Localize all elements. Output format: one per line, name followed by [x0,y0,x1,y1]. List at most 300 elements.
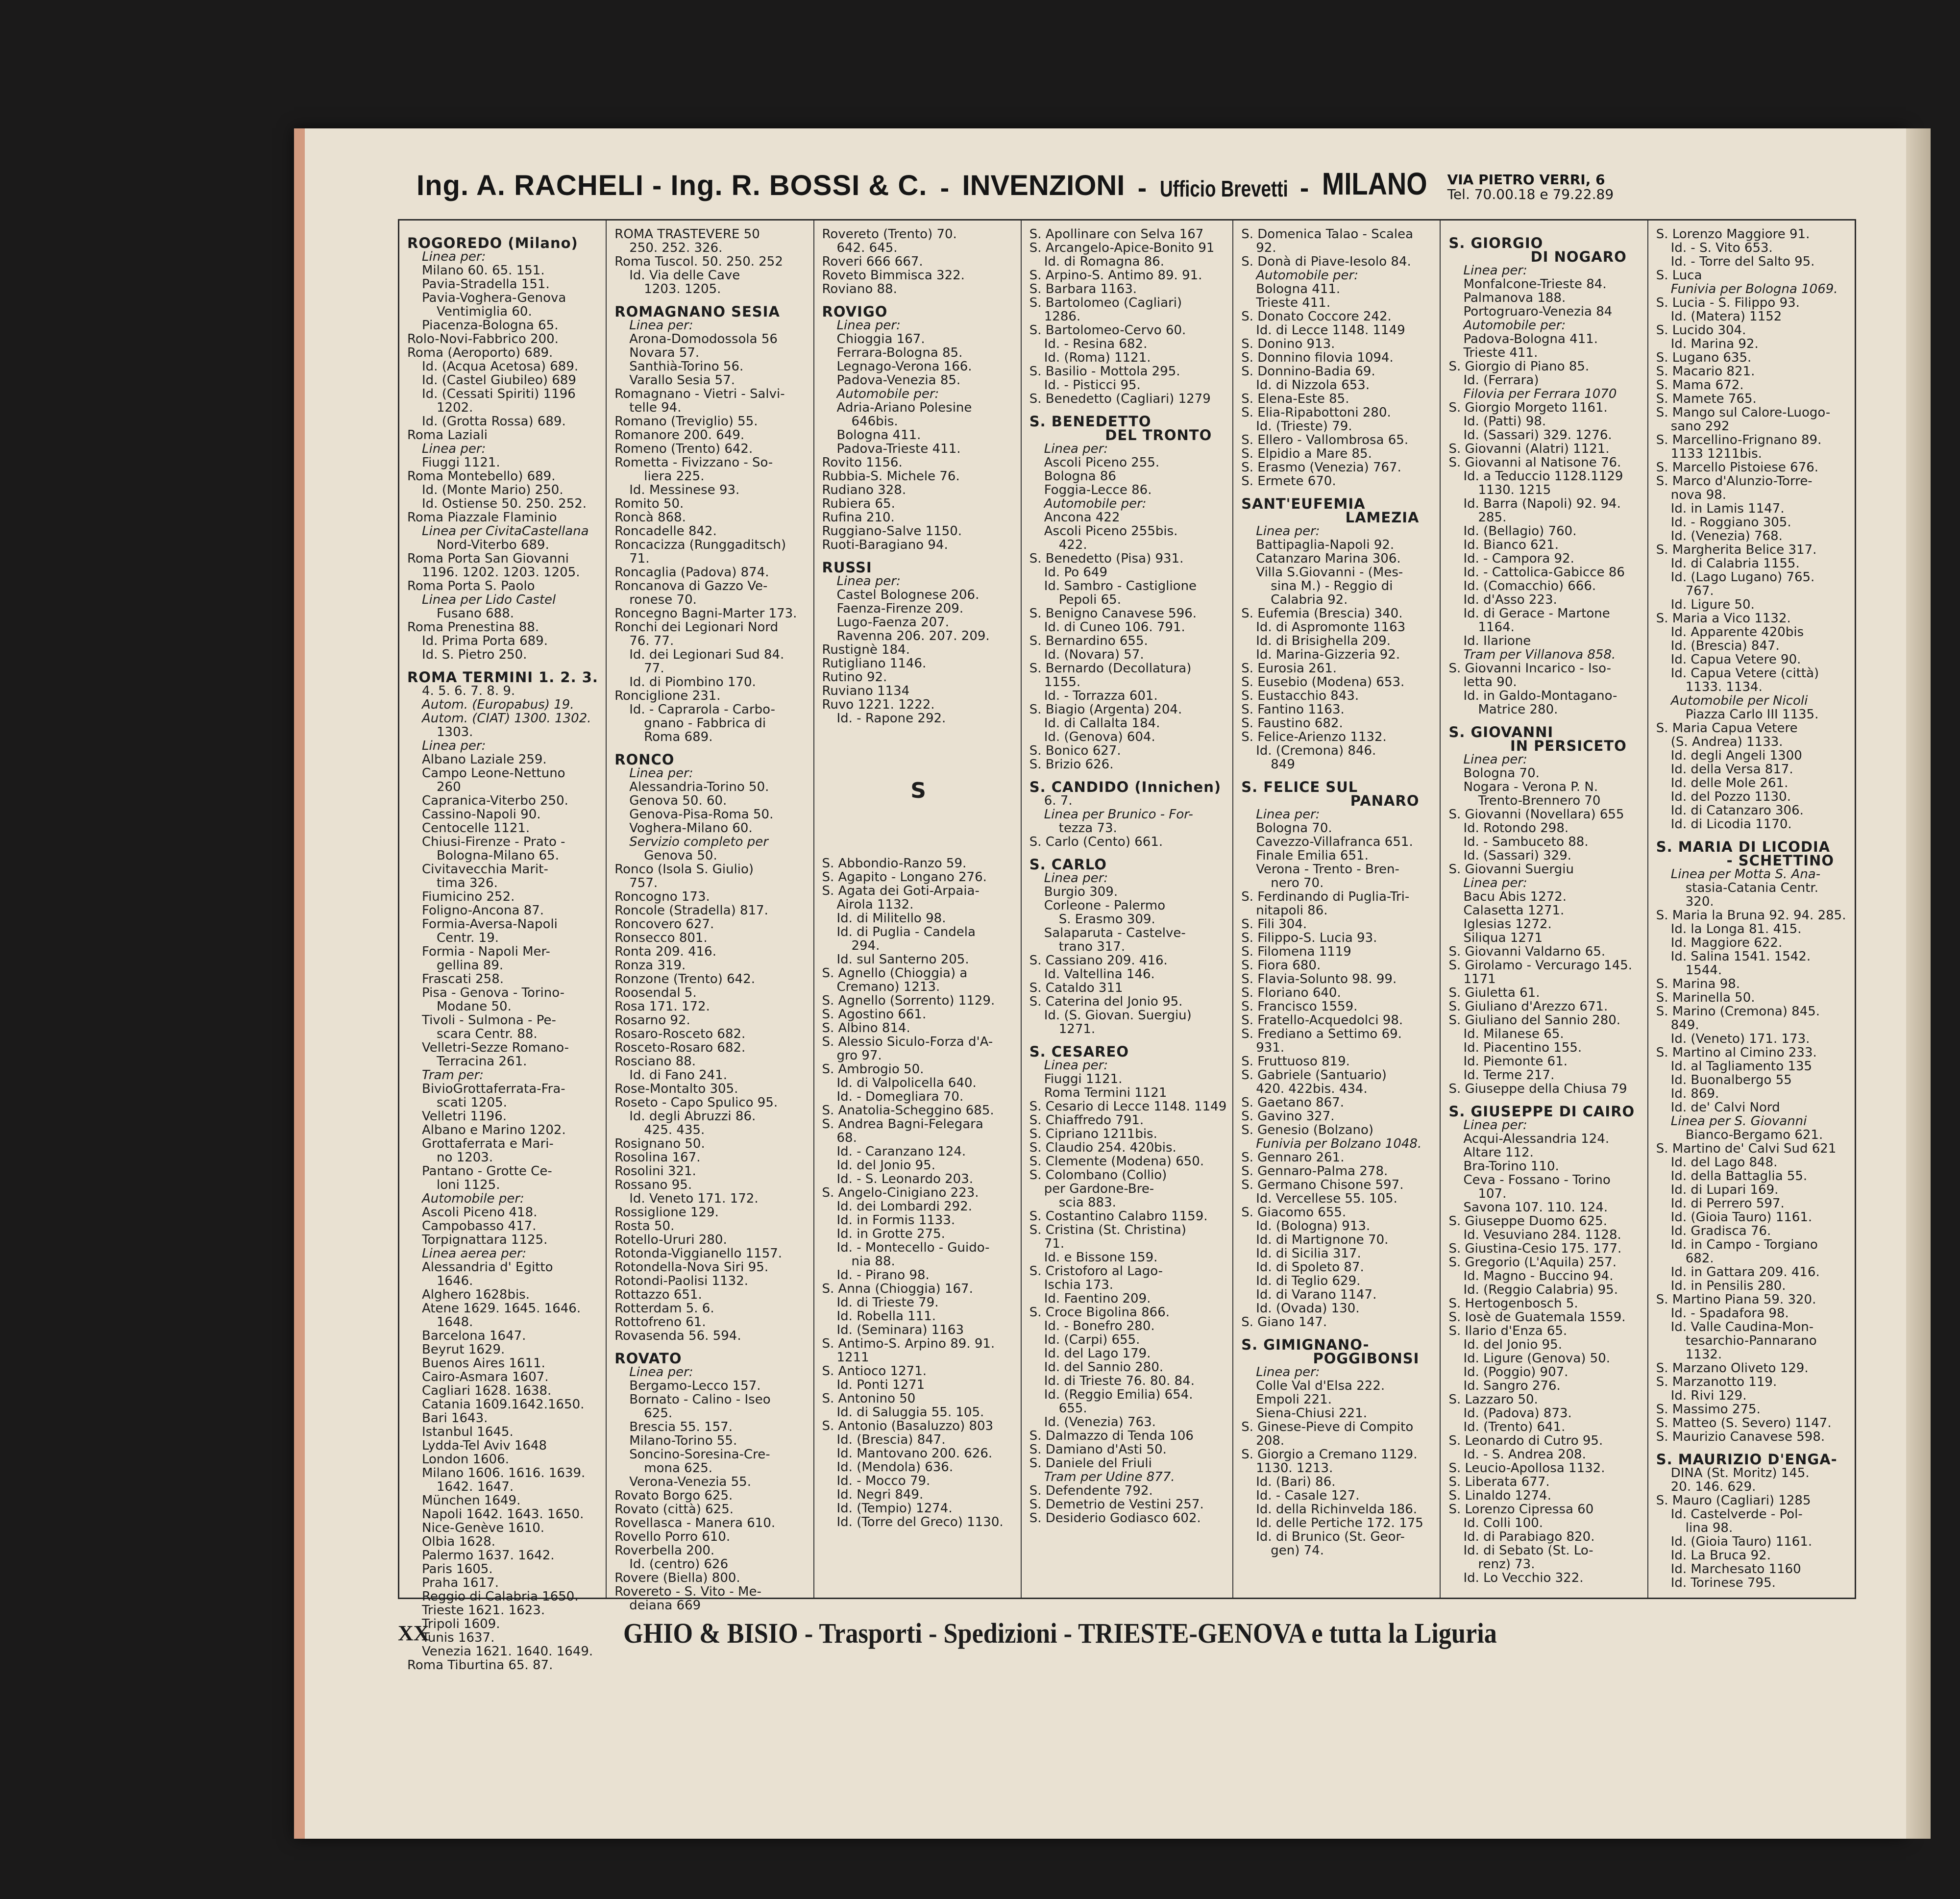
index-entry: Bologna 86 [1044,469,1116,484]
index-entry: Linea per: [1044,871,1108,886]
index-entry: Id. di Brisighella 209. [1256,634,1391,648]
index-entry: S. Marcello Pistoiese 676. [1656,460,1819,475]
index-entry: S. Anatolia-Scheggino 685. [822,1103,994,1118]
index-entry: 1202. [437,400,473,415]
index-entry: Id. Colli 100. [1463,1516,1544,1530]
index-entry: Padova-Trieste 411. [836,442,961,456]
index-entry: Fiumicino 252. [422,889,515,904]
index-entry: Rovellasca - Manera 610. [614,1516,776,1530]
index-entry: Linea per Motta S. Ana- [1670,867,1821,882]
index-entry: Id. dei Legionari Sud 84. [629,647,784,662]
index-entry: Id. Ponti 1271 [836,1378,925,1392]
index-entry: 20. 146. 629. [1670,1480,1756,1494]
index-entry: Beyrut 1629. [422,1342,505,1357]
index-entry: Id. di Teglio 629. [1256,1274,1361,1288]
index-entry: Id. Marchesato 1160 [1670,1562,1801,1577]
index-entry: Id. La Bruca 92. [1670,1548,1771,1563]
index-entry: Linea per: [422,442,486,456]
index-entry: S. Giuliano del Sannio 280. [1448,1013,1621,1028]
index-entry: S. Defendente 792. [1029,1483,1153,1498]
index-entry: S. Dalmazzo di Tenda 106 [1029,1429,1194,1443]
index-entry: Id. delle Mole 261. [1670,776,1788,790]
index-entry: Rometta - Fivizzano - So- [614,455,773,470]
index-entry: 1203. 1205. [644,282,721,296]
index-entry: Iglesias 1272. [1463,917,1552,932]
index-entry: tesarchio-Pannarano [1685,1333,1817,1348]
index-entry: S. Fruttuoso 819. [1241,1054,1350,1069]
index-entry: Roveri 666 667. [822,254,923,269]
index-entry: Piazza Carlo III 1135. [1685,707,1819,722]
index-entry: Rosa 171. 172. [614,999,710,1014]
index-entry: S. Agapito - Longano 276. [822,870,987,885]
index-entry: no 1203. [437,1150,493,1165]
index-entry: 655. [1058,1401,1087,1416]
index-entry: Id. - Caprarola - Carbo- [629,702,775,717]
index-entry: Velletri-Sezze Romano- [422,1040,569,1055]
index-entry: S. Marinella 50. [1656,990,1755,1005]
index-entry: S. Basilio - Mottola 295. [1029,364,1180,379]
index-entry: S. Donnino-Badia 69. [1241,364,1375,379]
index-column [1233,221,1441,1598]
index-entry: S. Daniele del Friuli [1029,1456,1152,1471]
index-entry: Id. di Spoleto 87. [1256,1260,1364,1275]
index-entry: Milano-Torino 55. [629,1433,737,1448]
index-entry: Id. Marina-Gizzeria 92. [1256,647,1400,662]
index-entry: Siena-Chiusi 221. [1256,1406,1368,1421]
section-heading: LAMEZIA [1345,509,1420,526]
index-entry: Frascati 258. [422,972,504,986]
index-entry: Bologna 411. [836,428,921,443]
index-entry: Roncaglia (Padova) 874. [614,565,769,580]
index-entry: 1642. 1647. [437,1480,514,1494]
index-entry: Calasetta 1271. [1463,903,1565,918]
index-entry: Rotondi-Paolisi 1132. [614,1274,749,1288]
index-entry: Romano (Treviglio) 55. [614,414,758,429]
index-entry: Padova-Venezia 85. [836,373,961,388]
index-entry: Rovato (città) 625. [614,1502,734,1517]
index-entry: S. Giano 147. [1241,1315,1327,1330]
index-entry: Nogara - Verona P. N. [1463,780,1598,794]
index-entry: S. Girolamo - Vercurago 145. [1448,958,1633,973]
index-entry: S. Leucio-Apollosa 1132. [1448,1461,1605,1476]
index-entry: Padova-Bologna 411. [1463,332,1598,346]
index-entry: Lugo-Faenza 207. [836,615,949,630]
index-entry: Id. Sangro 276. [1463,1379,1561,1393]
index-entry: Campobasso 417. [422,1219,537,1233]
index-entry: Id. (Brescia) 847. [836,1432,946,1447]
index-entry: 107. [1478,1186,1507,1201]
index-entry: Campo Leone-Nettuno [422,766,565,781]
index-entry: liera 225. [644,469,705,484]
index-entry: telle 94. [629,400,682,415]
index-entry: Id. (Carpi) 655. [1044,1332,1140,1347]
index-entry: Rosarno 92. [614,1013,690,1028]
index-entry: Id. delle Pertiche 172. 175 [1256,1516,1423,1530]
index-entry: S. Eurosia 261. [1241,661,1337,676]
index-entry: Albano Laziale 259. [422,752,547,767]
index-entry: S. Biagio (Argenta) 204. [1029,702,1182,717]
index-entry: S. Giuseppe Duomo 625. [1448,1214,1607,1229]
index-entry: (S. Andrea) 1133. [1670,735,1783,749]
index-entry: Praha 1617. [422,1576,499,1590]
index-entry: 1646. [437,1274,473,1288]
index-entry: tezza 73. [1058,821,1117,836]
index-entry: Id. - Sambuceto 88. [1463,835,1589,849]
index-entry: Id. di Militello 98. [836,911,946,926]
index-entry: Rovito 1156. [822,455,903,470]
index-entry: Trieste 1621. 1623. [422,1603,545,1618]
index-entry: Venezia 1621. 1640. 1649. [422,1644,593,1659]
index-entry: Alghero 1628bis. [422,1287,530,1302]
index-entry: S. Domenica Talao - Scalea [1241,227,1414,242]
index-entry: Bologna 70. [1463,766,1540,781]
index-entry: Id. Apparente 420bis [1670,625,1804,640]
index-entry: gro 97. [836,1048,882,1063]
index-entry: Id. di Licodia 1170. [1670,817,1792,832]
index-entry: Rovereto - S. Vito - Me- [614,1584,761,1599]
index-entry: S. Agostino 661. [822,1007,927,1022]
index-entry: Id. (Sassari) 329. 1276. [1463,428,1612,443]
office-label: Ufficio Brevetti [1159,176,1288,201]
index-entry: Rottazzo 651. [614,1287,702,1302]
index-entry: Rotondella-Nova Siri 95. [614,1260,769,1275]
section-heading: S. CANDIDO (Innichen) [1029,779,1222,795]
index-entry: Id. di Catanzaro 306. [1670,803,1804,818]
index-entry: Id. Vercellese 55. 105. [1256,1191,1397,1206]
index-entry: Trento-Brennero 70 [1478,793,1601,808]
index-entry: Rosolini 321. [614,1164,696,1179]
index-entry: Autom. (CIAT) 1300. 1302. [422,711,591,726]
index-entry: Id. Capua Vetere 90. [1670,652,1801,667]
index-entry: Roma Tuscol. 50. 250. 252 [614,254,783,269]
index-entry: Ronta 209. 416. [614,944,716,959]
index-entry: S. Bernardo (Decollatura) [1029,661,1192,676]
index-entry: Novara 57. [629,345,700,360]
index-entry: S. Giovanni Incarico - Iso- [1448,661,1611,676]
index-entry: Id. (Tempio) 1274. [836,1501,953,1516]
index-entry: S. Brizio 626. [1029,757,1114,772]
index-entry: S. Agnello (Sorrento) 1129. [822,993,995,1008]
index-entry: S. Costantino Calabro 1159. [1029,1209,1208,1224]
index-entry: Id. - Pirano 98. [836,1268,930,1282]
index-entry: Id. (Cremona) 846. [1256,743,1376,758]
index-entry: Rustignè 184. [822,642,910,657]
index-entry: Automobile per Nicoli [1670,693,1808,708]
index-entry: Roma (Aeroporto) 689. [407,345,553,360]
index-entry: S. Leonardo di Cutro 95. [1448,1433,1603,1448]
index-entry: Linea per: [422,249,486,264]
index-entry: Id. - S. Leonardo 203. [836,1172,974,1186]
index-entry: S. Eusebio (Modena) 653. [1241,675,1405,690]
index-entry: Rotterdam 5. 6. [614,1301,714,1316]
index-entry: Id. Marina 92. [1670,337,1759,351]
index-entry: Rossano 95. [614,1178,692,1192]
index-entry: S. Giuliano d'Arezzo 671. [1448,999,1608,1014]
index-entry: S. Martino Piana 59. 320. [1656,1292,1816,1307]
index-entry: Linea per Lido Castel [422,592,556,607]
index-entry: Id. della Versa 817. [1670,762,1793,777]
index-entry: S. Eufemia (Brescia) 340. [1241,606,1403,621]
index-entry: Piacenza-Bologna 65. [422,318,559,333]
index-entry: mona 625. [644,1461,713,1476]
index-entry: Bari 1643. [422,1411,488,1426]
index-entry: Roma Prenestina 88. [407,620,539,635]
index-entry: Villa S.Giovanni - (Mes- [1256,565,1403,580]
index-entry: Buenos Aires 1611. [422,1356,545,1371]
index-entry: S. Giorgio di Piano 85. [1448,359,1590,374]
index-entry: Linea per: [1463,1118,1527,1133]
index-entry: S. Linaldo 1274. [1448,1488,1551,1503]
index-entry: Id. di Trieste 79. [836,1295,939,1310]
index-entry: S. Matteo (S. Severo) 1147. [1656,1416,1832,1430]
index-entry: S. Bernardino 655. [1029,634,1148,648]
index-entry: Ischia 173. [1044,1278,1114,1292]
index-entry: Rosceto-Rosaro 682. [614,1040,746,1055]
index-entry: Cairo-Asmara 1607. [422,1370,549,1384]
index-entry: S. Giuletta 61. [1448,986,1540,1000]
index-entry: Id. Piemonte 61. [1463,1054,1568,1069]
index-entry: Rovato Borgo 625. [614,1488,733,1503]
index-entry: Roncegno Bagni-Marter 173. [614,606,797,621]
index-entry: Id. - Torre del Salto 95. [1670,254,1815,269]
index-entry: Id. (Brescia) 847. [1670,639,1780,653]
index-entry: Genova 50. 60. [629,793,727,808]
index-entry: DINA (St. Moritz) 145. [1670,1466,1810,1480]
index-entry: Id. - Pisticci 95. [1044,378,1141,393]
index-entry: Id. di Perrero 597. [1670,1196,1785,1211]
index-entry: Adria-Ariano Polesine [836,400,972,415]
index-entry: Linea per: [836,318,901,333]
index-entry: Roviano 88. [822,282,897,296]
index-entry: 285. [1478,510,1507,525]
index-entry: 849. [1670,1018,1699,1033]
index-entry: S. Gennaro 261. [1241,1150,1345,1165]
index-entry: nitapoli 86. [1256,903,1328,918]
index-entry: Verona - Trento - Bren- [1256,862,1399,877]
address-block [1447,173,1614,202]
index-entry: S. Giacomo 655. [1241,1205,1347,1220]
index-entry: Rubbia-S. Michele 76. [822,469,960,484]
section-heading: RUSSI [822,559,872,576]
index-entry: S. Elena-Este 85. [1241,392,1349,406]
index-entry: Id. Messinese 93. [629,483,740,497]
index-entry: Barcelona 1647. [422,1329,526,1343]
index-entry: Ventimiglia 60. [437,304,532,319]
index-entry: nia 88. [851,1254,895,1269]
index-entry: S. Elia-Ripabottoni 280. [1241,405,1391,420]
index-entry: S. Caterina del Jonio 95. [1029,994,1183,1009]
index-entry: Id. del Lago 848. [1670,1155,1778,1170]
index-entry: Id. Via delle Cave [629,268,740,283]
index-entry: 71. [629,551,650,566]
index-entry: Id. Ligure (Genova) 50. [1463,1351,1611,1366]
index-entry: Id. Barra (Napoli) 92. 94. [1463,496,1621,511]
index-entry: Id. di Fano 241. [629,1068,727,1083]
index-entry: Rosta 50. [614,1219,675,1233]
index-entry: Rufina 210. [822,510,895,525]
index-entry: Id. (Padova) 873. [1463,1406,1572,1421]
section-heading: - SCHETTINO [1726,852,1834,869]
index-entry: S. Demetrio de Vestini 257. [1029,1497,1204,1512]
index-entry: Id. Po 649 [1044,565,1108,580]
index-entry: Rosolina 167. [614,1150,701,1165]
index-entry: Paris 1605. [422,1562,493,1577]
index-entry: Id. (Acqua Acetosa) 689. [422,359,579,374]
index-entry: S. Flavia-Solunto 98. 99. [1241,972,1397,986]
index-entry: 1130. 1215 [1478,483,1551,497]
index-entry: Pavia-Stradella 151. [422,277,550,292]
index-entry: S. Faustino 682. [1241,716,1343,731]
index-entry: S. Antimo-S. Arpino 89. 91. [822,1336,995,1351]
index-entry: Automobile per: [1463,318,1566,333]
index-entry: 642. 645. [836,241,898,255]
index-entry: Id. Terme 217. [1463,1068,1555,1083]
index-entry: Linea per: [1463,876,1527,890]
index-entry: S. Gaetano 867. [1241,1095,1345,1110]
index-entry: Ruggiano-Salve 1150. [822,524,962,539]
index-entry: S. Clemente (Modena) 650. [1029,1154,1204,1169]
separator: - [1299,175,1309,202]
index-entry: Id. de' Calvi Nord [1670,1100,1780,1115]
index-entry: Id. dei Lombardi 292. [836,1199,973,1214]
index-entry: Velletri 1196. [422,1109,507,1124]
index-entry: Centocelle 1121. [422,821,530,836]
index-entry: Id. (Lago Lugano) 765. [1670,570,1815,585]
index-entry: Varallo Sesia 57. [629,373,735,388]
index-entry: Corleone - Palermo [1044,898,1166,913]
index-entry: Id. (Bologna) 913. [1256,1219,1371,1233]
section-heading: PANARO [1350,792,1420,809]
index-entry: 425. 435. [644,1123,705,1137]
index-entry: 646bis. [851,414,898,429]
index-entry: Napoli 1642. 1643. 1650. [422,1507,584,1522]
index-entry: Id. di Puglia - Candela [836,925,976,939]
index-entry: Id. (Ovada) 130. [1256,1301,1360,1316]
index-entry: S. Liberata 677. [1448,1475,1550,1489]
index-entry: Savona 107. 110. 124. [1463,1200,1608,1215]
index-entry: Fiuggi 1121. [1044,1072,1123,1086]
index-entry: Bologna-Milano 65. [437,848,559,863]
index-entry: Empoli 221. [1256,1392,1332,1407]
index-entry: Linea per: [422,739,486,753]
index-entry: Bologna 411. [1256,282,1341,296]
index-entry: S. Eustacchio 843. [1241,689,1359,703]
index-entry: Ronsecco 801. [614,931,708,945]
index-entry: Filovia per Ferrara 1070 [1463,387,1617,401]
index-entry: Bra-Torino 110. [1463,1159,1559,1174]
index-entry: S. Donà di Piave-Iesolo 84. [1241,254,1411,269]
index-entry: Roverbella 200. [614,1543,715,1558]
index-entry: Pepoli 65. [1058,592,1121,607]
index-entry: Id. (Trieste) 79. [1256,419,1352,434]
index-entry: S. Maria a Vico 1132. [1656,611,1791,626]
index-entry: Id. - Rapone 292. [836,711,946,726]
index-entry: Airola 1132. [836,897,914,912]
index-entry: 320. [1685,894,1714,909]
index-entry: Ascoli Piceno 255. [1044,455,1160,470]
index-entry: Roma Porta S. Paolo [407,579,535,593]
index-entry: S. Luca [1656,268,1702,283]
index-entry: Ronzone (Trento) 642. [614,972,756,986]
index-entry: S. Donnino filovia 1094. [1241,350,1394,365]
index-entry: Id. - Mocco 79. [836,1474,931,1488]
index-column [607,221,814,1613]
index-entry: Rovereto (Trento) 70. [822,227,957,242]
index-entry: 1211 [836,1350,869,1365]
index-entry: Roma Piazzale Flaminio [407,510,557,525]
city-label: MILANO [1322,166,1427,201]
index-entry: S. Gennaro-Palma 278. [1241,1164,1388,1179]
index-entry: Linea per: [1256,524,1320,539]
firm-name: Ing. A. RACHELI - Ing. R. BOSSI & C. [416,170,928,201]
index-entry: Id. - S. Andrea 208. [1463,1447,1586,1462]
index-entry: S. Cassiano 209. 416. [1029,953,1168,968]
index-entry: S. Damiano d'Asti 50. [1029,1442,1167,1457]
index-entry: S. Filippo-S. Lucia 93. [1241,931,1377,945]
index-entry: Ferrara-Bologna 85. [836,345,963,360]
separator: - [1137,175,1147,202]
footer-advertisement: GHIO & BISIO - Trasporti - Spedizioni - TRIESTE-GENOVA e tutta la Liguria [623,1617,1497,1649]
index-entry: Id. (Comacchio) 666. [1463,579,1596,593]
index-entry: Civitavecchia Marit- [422,862,548,877]
index-entry: S. Fantino 1163. [1241,702,1345,717]
index-entry: Rolo-Novi-Fabbrico 200. [407,332,559,346]
index-entry: Pantano - Grotte Ce- [422,1164,552,1179]
index-entry: Id. del Jonio 95. [836,1158,935,1173]
index-entry: Id. Maggiore 622. [1670,936,1783,950]
index-column [1022,221,1233,1598]
index-entry: Id. - S. Vito 653. [1670,241,1773,255]
letter-divider: S [910,778,926,803]
index-entry: Id. Magno - Buccino 94. [1463,1269,1614,1283]
index-entry: Id. (Veneto) 171. 173. [1670,1032,1810,1046]
index-entry: Legnago-Verona 166. [836,359,972,374]
index-entry: Id. del Sannio 280. [1044,1360,1164,1375]
index-entry: Id. della Battaglia 55. [1670,1169,1808,1184]
index-entry: Ascoli Piceno 255bis. [1044,524,1178,539]
phone: Tel. 70.00.18 e 79.22.89 [1447,186,1614,202]
index-entry: Id. - Montecello - Guido- [836,1240,990,1255]
index-entry: Roncà 868. [614,510,686,525]
index-entry: S. Ferdinando di Puglia-Tri- [1241,889,1410,904]
index-entry: S. Fratello-Acquedolci 98. [1241,1013,1403,1028]
index-entry: S. Giorgio a Cremano 1129. [1241,1447,1418,1462]
index-entry: S. Filomena 1119 [1241,944,1351,959]
index-entry: Id. Ostiense 50. 250. 252. [422,496,587,511]
index-entry: Id. in Pensilis 280. [1670,1279,1786,1293]
index-entry: Palmanova 188. [1463,291,1566,305]
index-entry: Roncogno 173. [614,889,710,904]
index-entry: Catania 1609.1642.1650. [422,1397,585,1412]
index-entry: 208. [1256,1433,1285,1448]
index-entry: S. Bartolomeo (Cagliari) [1029,296,1182,310]
index-entry: S. Ambrogio 50. [822,1062,924,1077]
index-entry: Linea per: [1044,442,1108,456]
index-entry: S. Gavino 327. [1241,1109,1335,1124]
index-entry: Id. (Novara) 57. [1044,647,1144,662]
index-entry: Id. Bianco 621. [1463,538,1559,552]
index-entry: S. Bartolomeo-Cervo 60. [1029,323,1186,338]
index-entry: S. Lucia - S. Filippo 93. [1656,296,1800,310]
index-entry: gnano - Fabbrica di [644,716,766,731]
index-entry: S. Mama 672. [1656,378,1744,393]
index-entry: Ruvo 1221. 1222. [822,697,935,712]
index-entry: S. Andrea Bagni-Felegara [822,1117,983,1132]
index-entry: Reggio di Calabria 1650. [422,1589,579,1604]
index-entry: Id. - Bonefro 280. [1044,1319,1155,1333]
index-entry: Torpignattara 1125. [422,1233,548,1247]
index-entry: Funivia per Bologna 1069. [1670,282,1838,296]
